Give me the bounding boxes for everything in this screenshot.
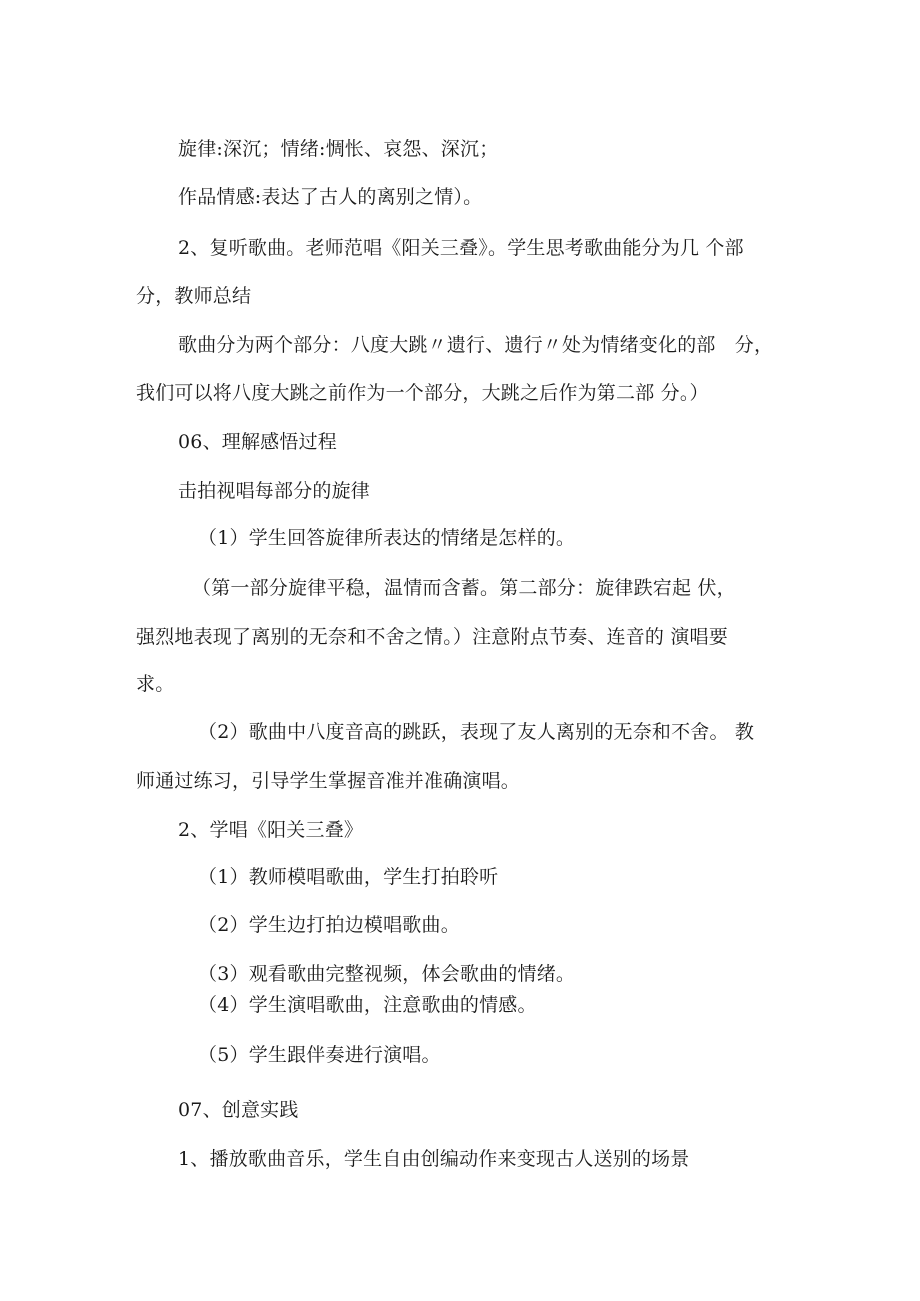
list-item-sing-5: （5）学生跟伴奏进行演唱。 [198,1044,441,1066]
text-line-two-parts: 歌曲分为两个部分：八度大跳〃遗行、遗行〃处为情绪变化的部 分， [178,334,774,356]
text-line-teacher-practice: 师通过练习，引导学生掌握音准并准确演唱。 [136,770,521,792]
list-item-sing-3: （3）观看歌曲完整视频，体会歌曲的情绪。 [198,963,576,985]
list-item-sing-4: （4）学生演唱歌曲，注意歌曲的情感。 [198,994,537,1016]
text-line-learn-singing: 2、学唱《阳关三叠》 [178,819,364,841]
text-line-strongly-expressed: 强烈地表现了离别的无奈和不舍之情。）注意附点节奏、连音的 演唱要 [136,626,728,648]
text-line-work-emotion: 作品情感:表达了古人的离别之情）。 [178,186,483,208]
text-line-octave-leap: 我们可以将八度大跳之前作为一个部分，大跳之后作为第二部 分。） [136,382,709,404]
text-line-creative-movement: 1、播放歌曲音乐，学生自由创编动作来变现古人送别的场景 [178,1148,690,1170]
text-line-sight-singing: 击拍视唱每部分的旋律 [178,480,371,502]
list-item-sing-1: （1）教师模唱歌曲，学生打拍聆听 [198,866,499,888]
text-line-melody-mood: 旋律:深沉；情绪:惆怅、哀怨、深沉； [178,138,499,160]
section-heading-07: 07、创意实践 [178,1099,299,1121]
list-item-2: （2）歌曲中八度音高的跳跃，表现了友人离别的无奈和不舍。 教 [198,721,755,743]
text-line-teacher-summary: 分，教师总结 [136,285,252,307]
text-line-relisten-song: 2、复听歌曲。老师范唱《阳关三叠》。学生思考歌曲能分为几 个部 [178,237,744,259]
list-item-1: （1）学生回答旋律所表达的情绪是怎样的。 [198,527,576,549]
section-heading-06: 06、理解感悟过程 [178,431,337,453]
text-line-requirement-end: 求。 [136,673,175,695]
text-line-first-part: （第一部分旋律平稳，温情而含蓄。第二部分：旋律跌宕起 伏， [192,577,736,599]
list-item-sing-2: （2）学生边打拍边模唱歌曲。 [198,914,460,936]
